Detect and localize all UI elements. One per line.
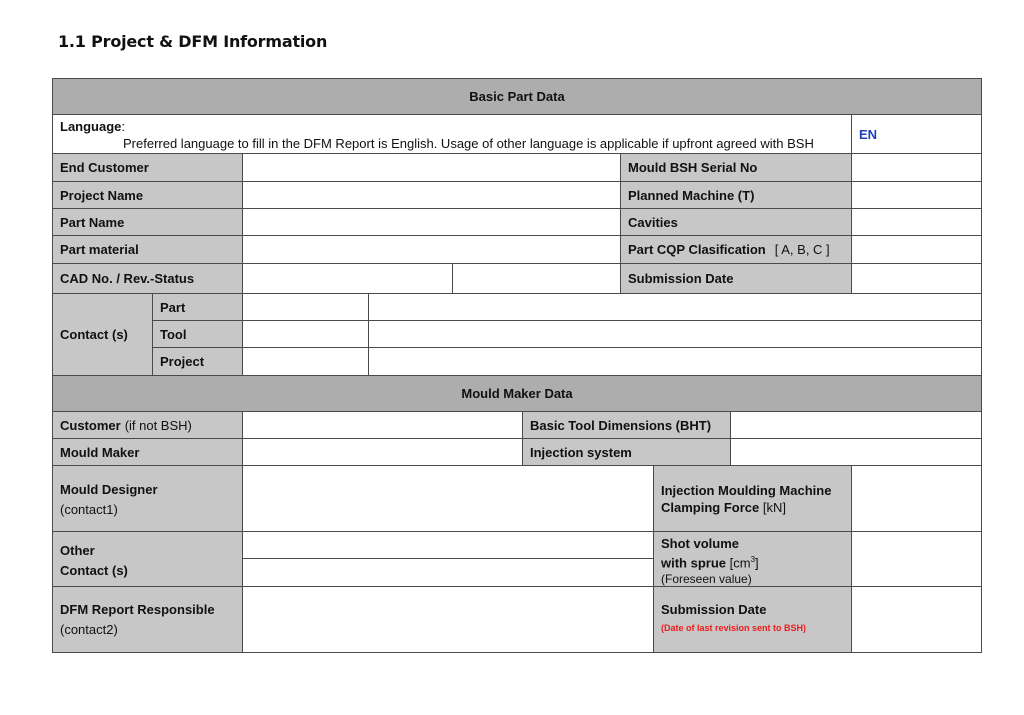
- cad-no-field[interactable]: [242, 263, 453, 294]
- dfm-responsible-field[interactable]: [242, 586, 654, 653]
- mould-serial-text: Mould BSH Serial No: [628, 160, 758, 175]
- mould-maker-label: [52, 438, 243, 466]
- contact-tool-text: Tool: [160, 326, 187, 342]
- language-colon: :: [121, 119, 126, 134]
- part-material-label: [52, 235, 243, 264]
- planned-machine-field[interactable]: [851, 181, 982, 209]
- cqp-options: [ A, B, C ]: [774, 242, 830, 257]
- part-material-text: Part material: [60, 242, 139, 257]
- basic-tool-dims-label: [522, 411, 731, 439]
- shot-volume-field[interactable]: [851, 531, 982, 587]
- basic-part-header: [52, 78, 982, 115]
- imm-line1: Injection Moulding Machine: [661, 483, 832, 498]
- basic-part-header-text: Basic Part Data: [469, 89, 565, 104]
- other-contacts-label: [52, 531, 243, 587]
- contact-tool-details-field[interactable]: [368, 320, 982, 348]
- project-name-label: [52, 181, 243, 209]
- shot-unit-post: ]: [755, 555, 759, 571]
- mould-maker-header-text: Mould Maker Data: [461, 386, 573, 401]
- imm-line2: Clamping Force: [661, 500, 760, 515]
- contact-part-text: Part: [160, 299, 186, 315]
- cavities-label: [620, 208, 852, 236]
- customer-note: (if not BSH): [124, 417, 192, 433]
- contact-project-name-field[interactable]: [242, 347, 369, 376]
- other-line2: Contact (s): [60, 563, 128, 578]
- contact-part-label: [152, 293, 243, 321]
- end-customer-field[interactable]: [242, 153, 621, 182]
- basic-tool-dims-text: Basic Tool Dimensions (BHT): [530, 417, 712, 433]
- shot-note: (Foreseen value): [661, 572, 752, 587]
- cad-no-label: [52, 263, 243, 294]
- mm-submission-date-label: [653, 586, 852, 653]
- part-name-text: Part Name: [60, 214, 125, 230]
- customer-field[interactable]: [242, 411, 523, 439]
- cad-no-text: CAD No. / Rev.-Status: [60, 271, 195, 286]
- shot-line2: with sprue: [661, 555, 727, 571]
- mould-maker-field[interactable]: [242, 438, 523, 466]
- other-contact-1-field[interactable]: [242, 531, 654, 559]
- cqp-field[interactable]: [851, 235, 982, 264]
- mm-submission-note: (Date of last revision sent to BSH): [661, 623, 807, 633]
- mould-maker-header: [52, 375, 982, 412]
- end-customer-label: [52, 153, 243, 182]
- rev-status-field[interactable]: [452, 263, 621, 294]
- other-line1: Other: [60, 543, 95, 558]
- dfm-responsible-note: (contact2): [60, 622, 118, 637]
- language-value: EN: [859, 127, 878, 142]
- imm-unit: [kN]: [762, 500, 786, 515]
- basic-tool-dims-field[interactable]: [730, 411, 982, 439]
- mould-serial-field[interactable]: [851, 153, 982, 182]
- shot-unit-pre: [cm: [729, 555, 751, 571]
- cavities-field[interactable]: [851, 208, 982, 236]
- contact-tool-name-field[interactable]: [242, 320, 369, 348]
- contacts-label: [52, 293, 153, 376]
- cqp-text: Part CQP Clasification: [628, 242, 766, 257]
- mm-submission-date-text: Submission Date: [661, 602, 767, 617]
- contact-part-details-field[interactable]: [368, 293, 982, 321]
- imm-field[interactable]: [851, 465, 982, 532]
- contact-project-details-field[interactable]: [368, 347, 982, 376]
- submission-date-label: [620, 263, 852, 294]
- injection-system-text: Injection system: [530, 444, 632, 460]
- shot-unit-sup: 3: [750, 555, 756, 564]
- dfm-responsible-label: [52, 586, 243, 653]
- project-name-field[interactable]: [242, 181, 621, 209]
- imm-label: [653, 465, 852, 532]
- mould-designer-field[interactable]: [242, 465, 654, 532]
- planned-machine-text: Planned Machine (T): [628, 187, 755, 203]
- mould-designer-text: Mould Designer: [60, 482, 158, 497]
- language-label: Language: [60, 119, 122, 134]
- customer-text: Customer: [60, 417, 121, 433]
- injection-system-field[interactable]: [730, 438, 982, 466]
- page-title: 1.1 Project & DFM Information: [58, 32, 328, 51]
- mould-designer-label: [52, 465, 243, 532]
- contacts-text: Contact (s): [60, 327, 128, 342]
- contact-project-text: Project: [160, 354, 205, 369]
- injection-system-label: [522, 438, 731, 466]
- part-material-field[interactable]: [242, 235, 621, 264]
- end-customer-text: End Customer: [60, 160, 149, 175]
- language-note: Preferred language to fill in the DFM Report is English. Usage of other language is applicable if upfront agreed with BSH: [123, 136, 814, 151]
- dfm-responsible-text: DFM Report Responsible: [60, 602, 215, 617]
- language-value-cell[interactable]: [851, 114, 982, 154]
- submission-date-text: Submission Date: [628, 271, 734, 286]
- submission-date-field[interactable]: [851, 263, 982, 294]
- customer-label: [52, 411, 243, 439]
- project-name-text: Project Name: [60, 187, 144, 203]
- mould-serial-label: [620, 153, 852, 182]
- contact-tool-label: [152, 320, 243, 348]
- other-contact-2-field[interactable]: [242, 558, 654, 587]
- mould-designer-note: (contact1): [60, 502, 118, 517]
- contact-project-label: [152, 347, 243, 376]
- language-cell: [52, 114, 852, 154]
- mould-maker-text: Mould Maker: [60, 444, 140, 460]
- planned-machine-label: [620, 181, 852, 209]
- cqp-label: [620, 235, 852, 264]
- contact-part-name-field[interactable]: [242, 293, 369, 321]
- cavities-text: Cavities: [628, 214, 678, 230]
- mm-submission-date-field[interactable]: [851, 586, 982, 653]
- shot-volume-label: [653, 531, 852, 587]
- shot-line1: Shot volume: [661, 536, 740, 551]
- part-name-field[interactable]: [242, 208, 621, 236]
- part-name-label: [52, 208, 243, 236]
